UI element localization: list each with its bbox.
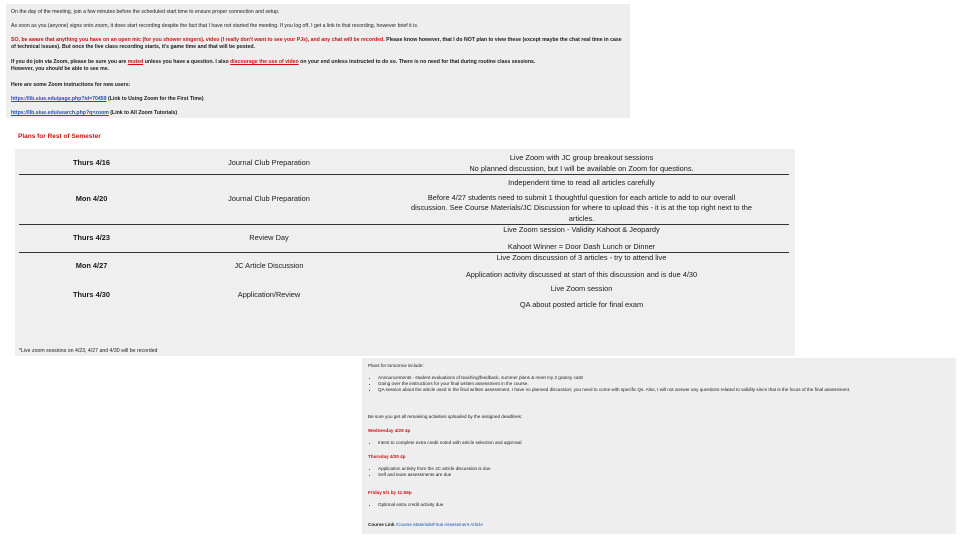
row-topic: Journal Club Preparation — [228, 158, 310, 168]
row-details: Live Zoom with JC group breakout sessions No planned discussion, but I will be available on Zoom for questions. — [469, 153, 694, 173]
list-item: • QA session about the article used in the final written assessment. I have no planned discussion; you need to come with specific Qs. Also, I will not answer any questions related to validity since that is the focus of the final assessment. — [378, 387, 954, 393]
tomorrow-intro: Plans for tomorrow include: — [368, 363, 424, 368]
course-link-row — [368, 522, 950, 528]
list-item: • Announcements - student evaluations of teaching/feedback, summer plans & meet my 2 granny cats! — [378, 375, 954, 381]
row-details: Live Zoom session - Validity Kahoot & Jeopardy Kahoot Winner = Door Dash Lunch or Dinner — [374, 225, 789, 253]
row-details: Live Zoom session QA about posted article for final exam — [519, 284, 644, 309]
recording-notice-text: As soon as you (anyone) signs onto zoom, it does start recording despite the fact that I have not started the meeting. If you log off, I get a link to that recording, however brief it is. — [11, 23, 419, 29]
discourage-video-emphasis: discourage the use of video — [230, 59, 299, 65]
recording-footnote: *Live zoom sessions on 4/23, 4/27 and 4/30 will be recorded — [19, 348, 158, 354]
row-topic: Application/Review — [237, 289, 301, 299]
recording-warning-rest: Please know however, that I do NOT plan to view these (except maybe the chat real time in case of technical issues). But once the live class recording starts, it's game time and that will be posted. — [11, 37, 622, 50]
day2-bullets — [368, 466, 954, 478]
row-date: Mon 4/20 — [19, 175, 164, 225]
deadline-note: Be sure you get all remaining activities uploaded by the assigned deadlines: — [368, 414, 523, 419]
muted-emphasis: muted — [127, 59, 144, 65]
recording-warning — [11, 37, 625, 51]
row-topic: Review Day — [164, 225, 374, 253]
table-row — [19, 280, 789, 310]
row-topic: JC Article Discussion — [164, 253, 374, 281]
plans-title: Plans for Rest of Semester — [18, 133, 101, 140]
zoom-link-row-2: https://lib.siue.edu/search.php?q=zoom (Link to All Zoom Tutorials) — [11, 110, 178, 116]
row-details: Live Zoom discussion of 3 articles - try to attend live Application activity discussed at start of this discussion and is due 4/30 — [374, 253, 789, 281]
deadline-day-1: Wednesday 4/29 4p — [368, 428, 411, 433]
course-link-label: Course Link — [368, 522, 395, 527]
zoom-first-time-link[interactable]: https://lib.siue.edu/page.php?id=70459 — [11, 96, 107, 102]
row-date: Thurs 4/23 — [19, 225, 164, 253]
list-item: • Self and team assessments are due — [378, 472, 954, 478]
zoom-instructions-panel — [6, 4, 630, 118]
zoom-etiquette-text: If you do join via Zoom, please be sure you are muted unless you have a question. I also discourage the use of video on your end unless instructed to do so. There is no need for that during routine class sessions. However, you should be able to see me. — [11, 59, 536, 72]
table-row — [19, 153, 789, 175]
row-date: Thurs 4/16 — [73, 158, 110, 168]
day1-bullets — [368, 440, 954, 446]
row-date: Thurs 4/30 — [73, 289, 110, 299]
meeting-join-text: On the day of the meeting, join a few minutes before the scheduled start time to ensure proper connection and setup. — [11, 9, 280, 15]
schedule-panel — [15, 149, 795, 356]
list-item: • Going over the instructions for your final written assessment in the course. — [378, 381, 954, 387]
row-details: Independent time to read all articles carefully Before 4/27 students need to submit 1 thoughtful question for each article to add to our overall discussion. See Course Materials/JC Discussion for where to upload this - it is at the top right next to the articles. — [374, 175, 789, 225]
day3-bullets — [368, 502, 954, 508]
instructions-intro: Here are some Zoom instructions for new users: — [11, 82, 131, 88]
table-row — [19, 175, 789, 225]
row-date: Mon 4/27 — [19, 253, 164, 281]
list-item: • Intent to complete extra credit noted with article selection and approval — [378, 440, 954, 446]
table-row — [19, 225, 789, 253]
schedule-table — [19, 153, 789, 310]
recording-warning-red: SO, be aware that anything you have on an open mic (for you shower singers), video (I really don't want to see your PJs), and any chat will be recorded. — [11, 37, 385, 43]
deadline-day-3: Friday 5/1 by 11:59p — [368, 490, 412, 495]
list-item: • Optional extra credit activity due — [378, 502, 954, 508]
deadline-day-2: Thursday 4/30 4p — [368, 454, 406, 459]
row-topic: Journal Club Preparation — [164, 175, 374, 225]
zoom-tutorials-link[interactable]: https://lib.siue.edu/search.php?q=zoom — [11, 110, 109, 116]
zoom-link-row-1: https://lib.siue.edu/page.php?id=70459 (Link to Using Zoom for the First Time) — [11, 96, 204, 102]
tomorrow-bullets — [368, 375, 954, 393]
list-item: • Application activity from the JC article discussion is due — [378, 466, 954, 472]
table-row — [19, 253, 789, 281]
course-link-path[interactable]: /Course Materials/Final Assessment Article — [395, 522, 483, 527]
tomorrow-plans-panel — [362, 358, 956, 534]
